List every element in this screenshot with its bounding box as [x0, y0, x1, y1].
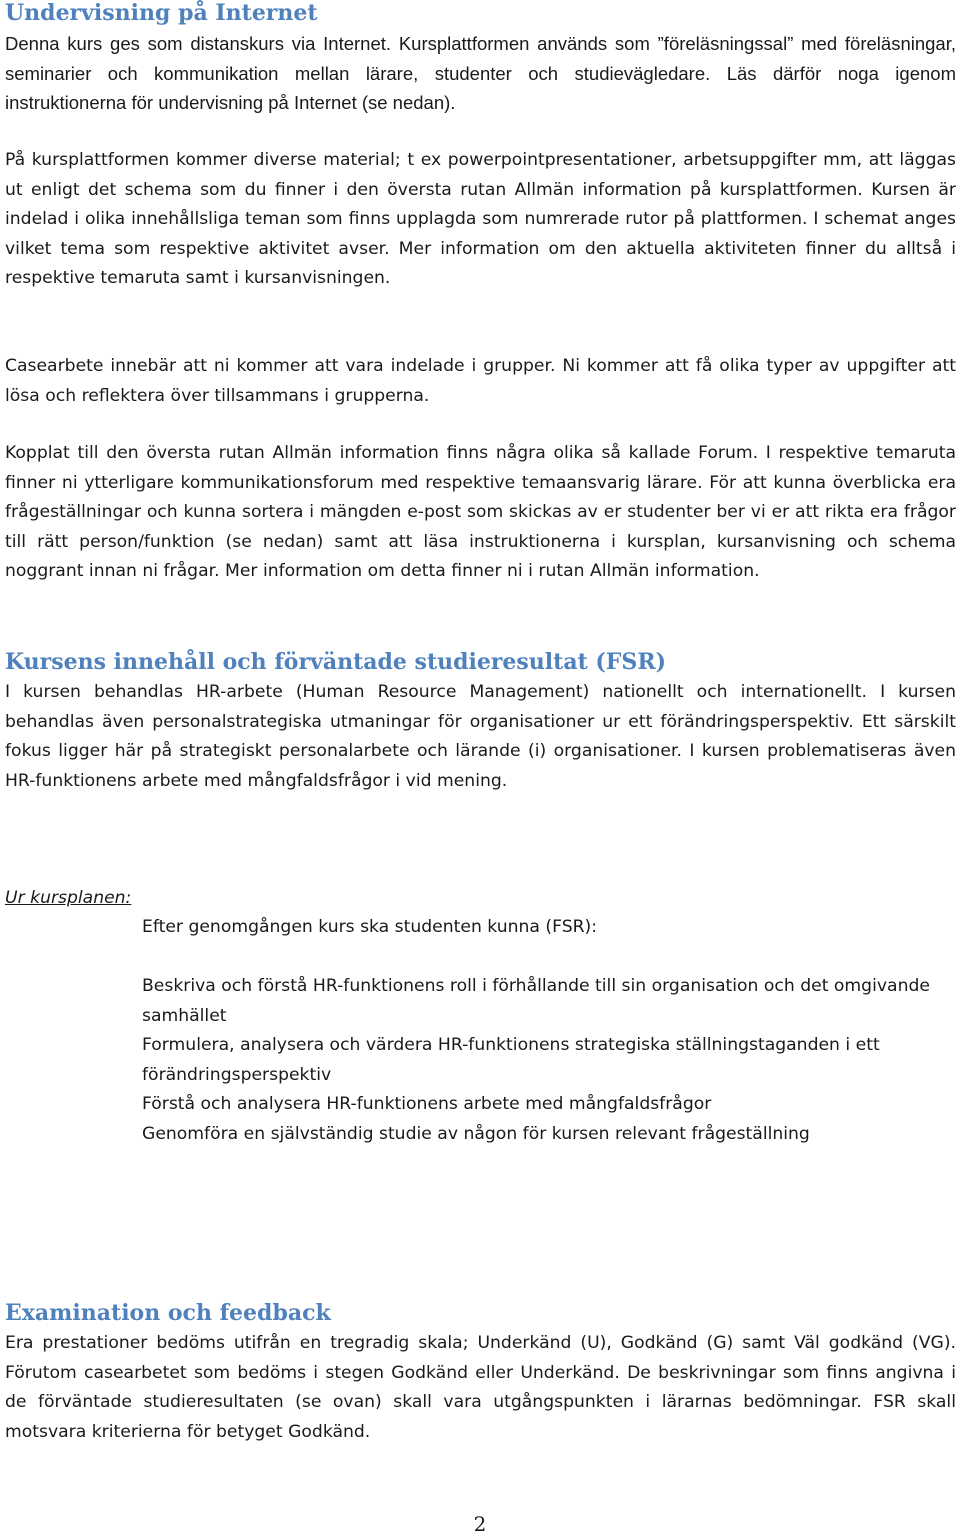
fsr-intro: Efter genomgången kurs ska studenten kunna (FSR):: [142, 917, 598, 937]
page-number: 2: [473, 1512, 487, 1536]
fsr-item: Genomföra en självständig studie av någon för kursen relevant frågeställning: [142, 1123, 810, 1144]
fsr-block: [142, 913, 942, 1149]
fsr-item: Formulera, analysera och värdera HR-funktionens strategiska ställningstaganden i ett förändringsperspektiv: [142, 1035, 880, 1085]
fsr-item: Förstå och analysera HR-funktionens arbete med mångfaldsfrågor: [142, 1094, 712, 1114]
section-heading-examination: Examination och feedback: [5, 1300, 331, 1326]
fsr-item: Beskriva och förstå HR-funktionens roll i förhållande till sin organisation och det omgivande samhället: [142, 976, 930, 1026]
kursplan-label: Ur kursplanen:: [5, 888, 132, 908]
forum-paragraph: Kopplat till den översta rutan Allmän information finns några olika så kallade Forum. I respektive temaruta finner ni ytterligare kommunikationsforum med respektive temaansvarig lärare. För att kunna överblicka era frågeställningar och kunna sortera i mängden e-post som skickas av er studenter ber vi er att rikta era frågor till rätt person/funktion (se nedan) samt att läsa instruktionerna i kursplan, kursanvisning och schema noggrant innan ni frågar. Mer information om detta finner ni i rutan Allmän information.: [5, 443, 956, 581]
kursinnehall-paragraph: I kursen behandlas HR-arbete (Human Resource Management) nationellt och internationellt. I kursen behandlas även personalstrategiska utmaningar för organisationer ur ett förändringsperspektiv. Ett särskilt fokus ligger här på strategiskt personalarbete och lärande (i) organisationer. I kursen problematiseras även HR-funktionens arbete med mångfaldsfrågor i vid mening.: [5, 682, 956, 791]
intro-paragraph: Denna kurs ges som distanskurs via Internet. Kursplattformen används som ”föreläsningssal” med föreläsningar, seminarier och kommunikation mellan lärare, studenter och studievägledare. Läs därför noga igenom instruktionerna för undervisning på Internet (se nedan).: [5, 33, 956, 113]
casearbete-paragraph: Casearbete innebär att ni kommer att vara indelade i grupper. Ni kommer att få olika typer av uppgifter att lösa och reflektera över tillsammans i grupperna.: [5, 356, 956, 406]
section-heading-undervisning: Undervisning på Internet: [5, 0, 318, 26]
section-heading-kursens-innehall: Kursens innehåll och förväntade studieresultat (FSR): [5, 649, 667, 675]
fsr-spacer: [142, 943, 942, 973]
examination-paragraph: Era prestationer bedöms utifrån en tregradig skala; Underkänd (U), Godkänd (G) samt Väl godkänd (VG). Förutom casearbetet som bedöms i stegen Godkänd eller Underkänd. De beskrivningar som finns angivna i de förväntade studieresultaten (se ovan) skall vara utgångspunkten i lärarnas bedömningar. FSR skall motsvara kriterierna för betyget Godkänd.: [5, 1333, 956, 1442]
kursplattform-paragraph: På kursplattformen kommer diverse material; t ex powerpointpresentationer, arbetsuppgifter mm, att läggas ut enligt det schema som du finner i den översta rutan Allmän information på kursplattformen. Kursen är indelad i olika innehållsliga teman som finns upplagda som numrerade rutor på plattformen. I schemat anges vilket tema som respektive aktivitet avser. Mer information om den aktuella aktiviteten finner du alltså i respektive temaruta samt i kursanvisningen.: [5, 150, 956, 288]
